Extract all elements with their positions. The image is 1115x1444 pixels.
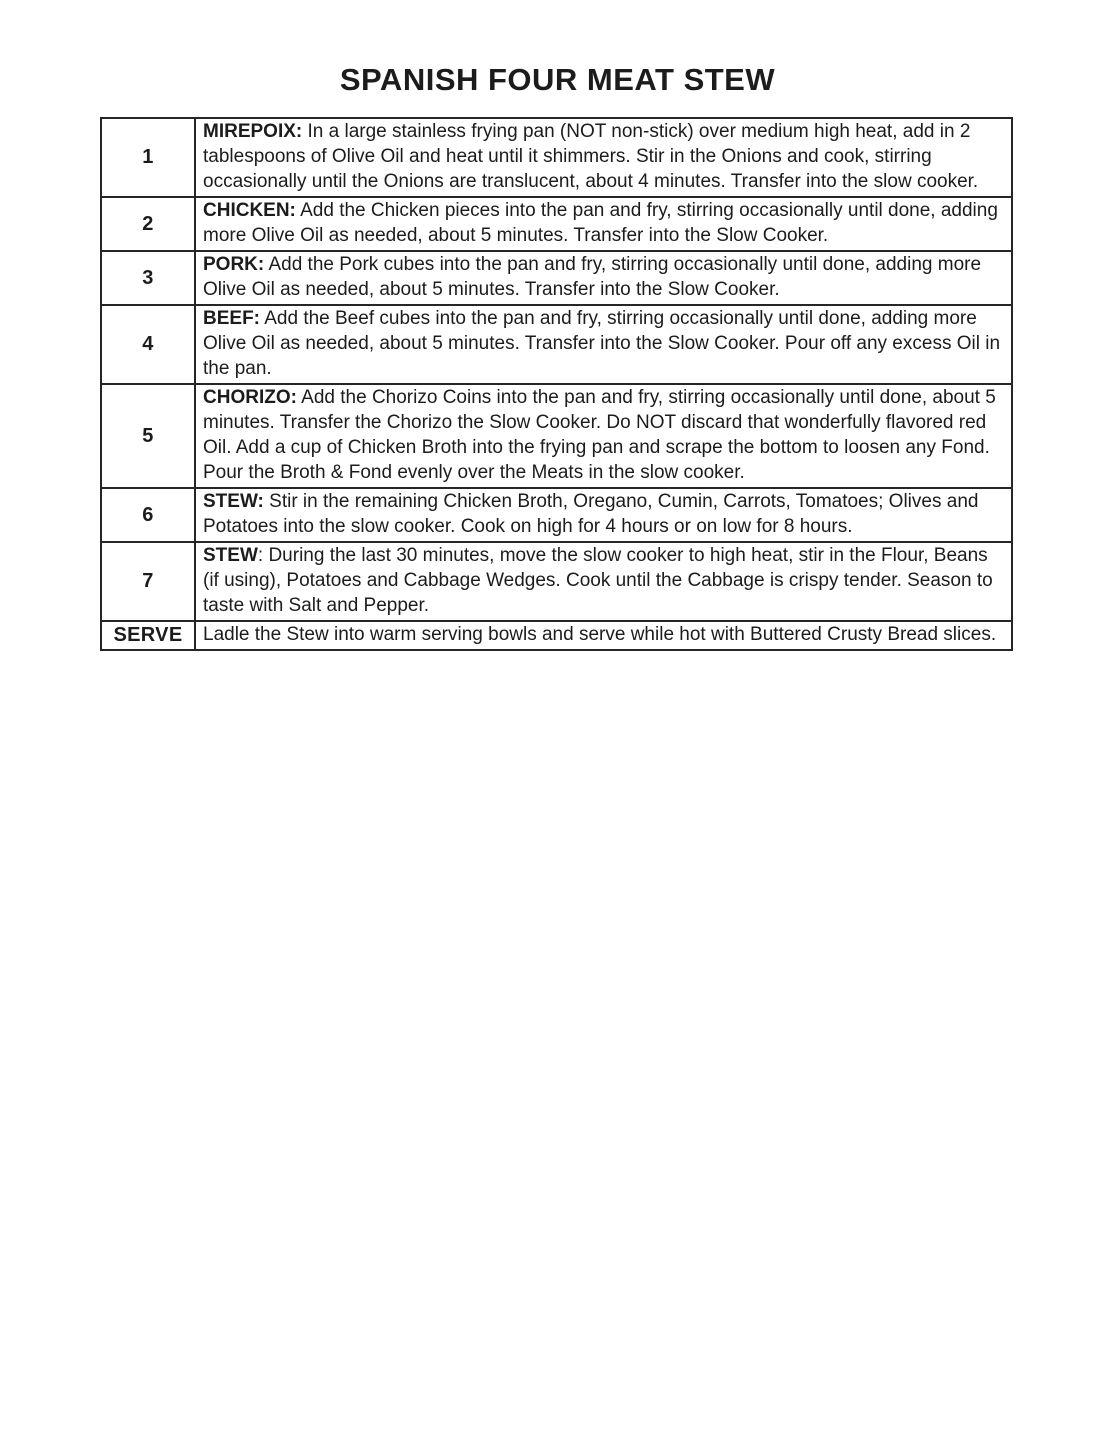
- step-lead: MIREPOIX:: [203, 121, 303, 142]
- step-number-cell: [101, 305, 195, 384]
- steps-table: [100, 117, 1013, 651]
- steps-table-body: [101, 118, 1012, 650]
- step-label: 3: [142, 266, 154, 289]
- step-number-cell: [101, 488, 195, 542]
- step-text: Add the Beef cubes into the pan and fry, stirring occasionally until done, adding more Olive Oil as needed, about 5 minutes. Transfer into the Slow Cooker. Pour off any excess Oil in the pan.: [203, 308, 1001, 379]
- table-row: [101, 621, 1012, 650]
- step-label: 5: [142, 424, 154, 447]
- step-number-cell: [101, 118, 195, 197]
- step-number-cell: [101, 197, 195, 251]
- step-label: 4: [142, 333, 154, 355]
- step-text: : During the last 30 minutes, move the slow cooker to high heat, stir in the Flour, Beans (if using), Potatoes and Cabbage Wedges. Cook until the Cabbage is crispy tender. Season to taste with Salt and Pepper.: [203, 545, 993, 616]
- step-label: 7: [142, 570, 154, 592]
- step-number-cell: [101, 542, 195, 621]
- step-description-cell: [195, 305, 1012, 384]
- table-row: [101, 118, 1012, 197]
- table-row: [101, 384, 1012, 488]
- step-description-cell: [195, 118, 1012, 197]
- step-lead: CHORIZO:: [203, 387, 297, 408]
- table-row: [101, 305, 1012, 384]
- step-description-cell: [195, 251, 1012, 305]
- step-lead: PORK:: [203, 254, 265, 275]
- step-text: Add the Chicken pieces into the pan and fry, stirring occasionally until done, adding more Olive Oil as needed, about 5 minutes. Transfer into the Slow Cooker.: [203, 200, 998, 246]
- step-label: 2: [142, 212, 154, 235]
- step-label: 6: [142, 503, 154, 526]
- step-description-cell: [195, 542, 1012, 621]
- step-label: SERVE: [113, 624, 183, 646]
- step-description-cell: [195, 197, 1012, 251]
- step-number-cell: [101, 251, 195, 305]
- step-label: 1: [142, 146, 154, 168]
- table-row: [101, 488, 1012, 542]
- table-row: [101, 197, 1012, 251]
- step-lead: CHICKEN:: [203, 200, 296, 221]
- step-text: Ladle the Stew into warm serving bowls and serve while hot with Buttered Crusty Bread slices.: [203, 624, 997, 645]
- step-number-cell: [101, 621, 195, 650]
- table-row: [101, 251, 1012, 305]
- step-description-cell: [195, 621, 1012, 650]
- step-text: Stir in the remaining Chicken Broth, Oregano, Cumin, Carrots, Tomatoes; Olives and Potatoes into the slow cooker. Cook on high for 4 hours or on low for 8 hours.: [203, 491, 979, 537]
- step-lead: STEW: [203, 545, 258, 566]
- step-description-cell: [195, 488, 1012, 542]
- step-description-cell: [195, 384, 1012, 488]
- step-lead: STEW:: [203, 491, 264, 512]
- step-text: In a large stainless frying pan (NOT non-stick) over medium high heat, add in 2 tablespoons of Olive Oil and heat until it shimmers. Stir in the Onions and cook, stirring occasionally until the Onions are translucent, about 4 minutes. Transfer into the slow cooker.: [203, 121, 979, 192]
- step-lead: BEEF:: [203, 308, 260, 329]
- step-number-cell: [101, 384, 195, 488]
- page-title: SPANISH FOUR MEAT STEW: [339, 62, 776, 97]
- step-text: Add the Pork cubes into the pan and fry, stirring occasionally until done, adding more Olive Oil as needed, about 5 minutes. Transfer into the Slow Cooker.: [203, 254, 982, 300]
- table-row: [101, 542, 1012, 621]
- step-text: Add the Chorizo Coins into the pan and fry, stirring occasionally until done, about 5 minutes. Transfer the Chorizo the Slow Cooker. Do NOT discard that wonderfully flavored red Oil. Add a cup of Chicken Broth into the frying pan and scrape the bottom to loosen any Fond. Pour the Broth & Fond evenly over the Meats in the slow cooker.: [203, 387, 996, 483]
